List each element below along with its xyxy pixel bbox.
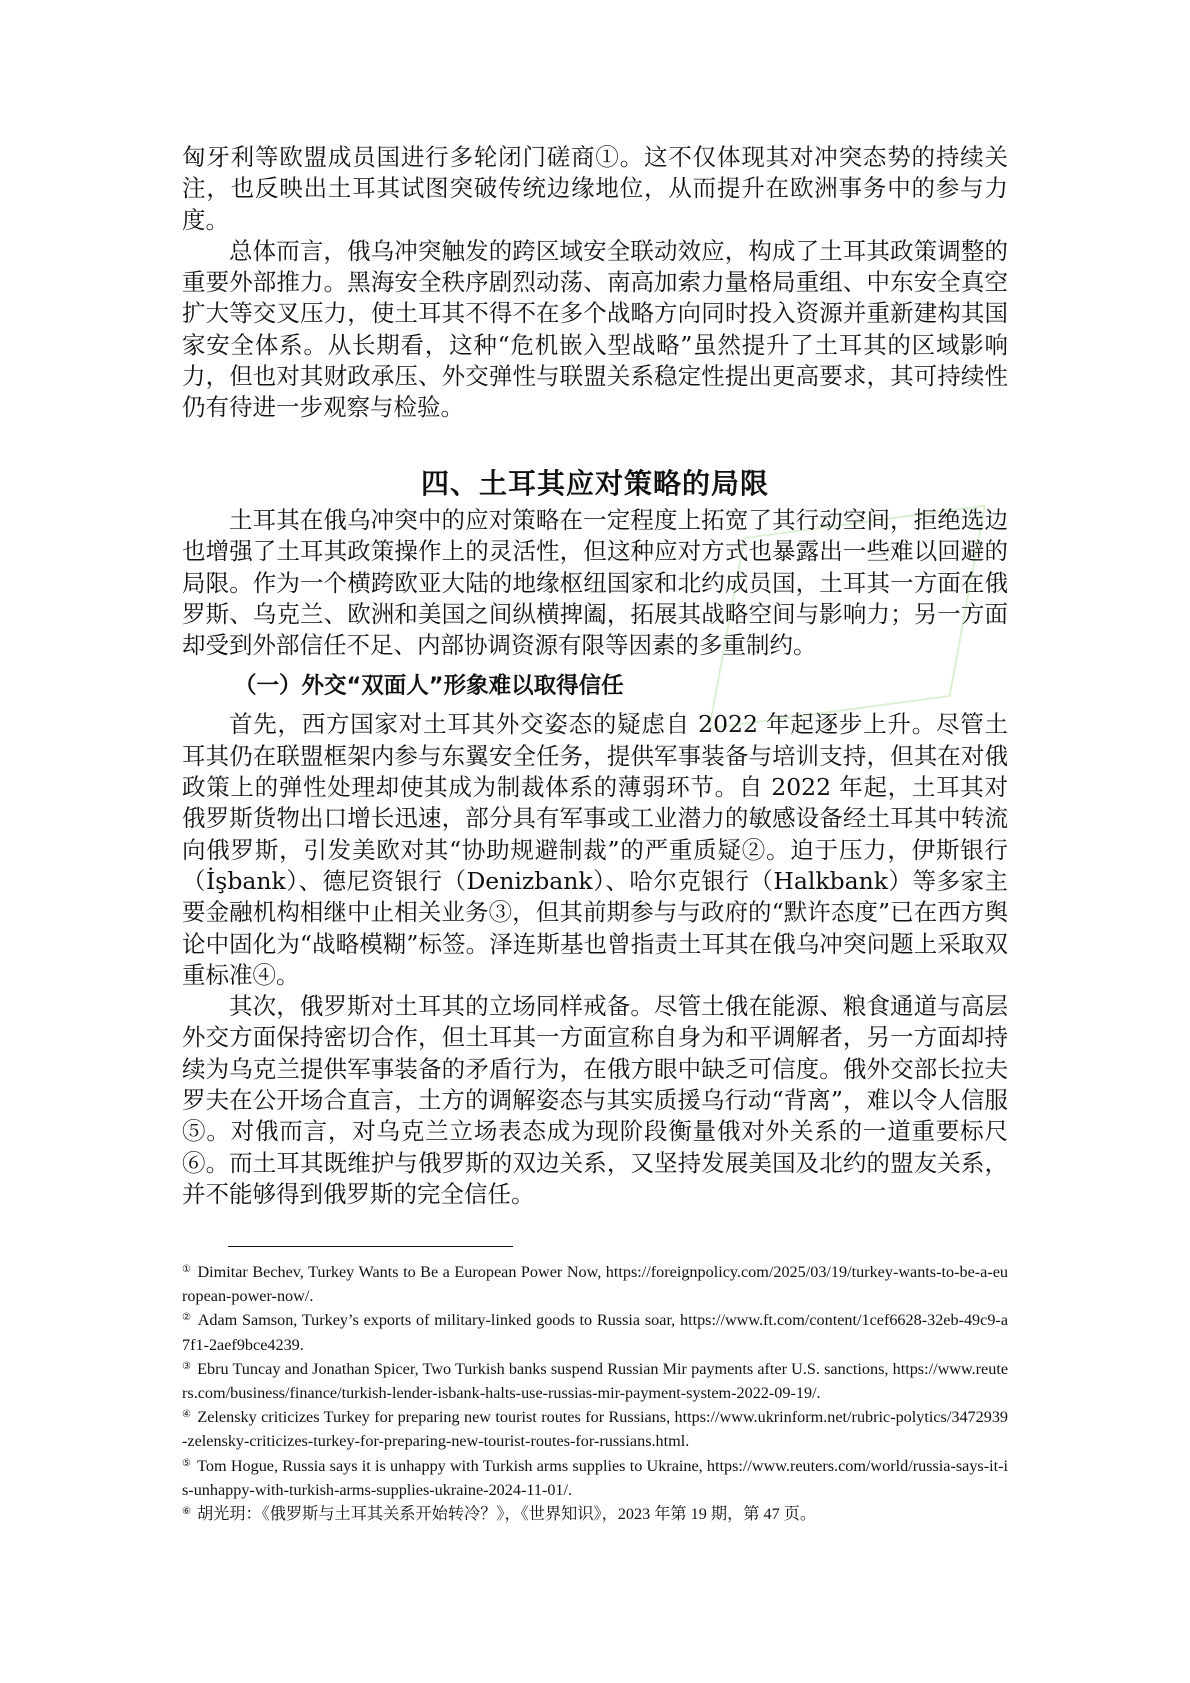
footnote-4: ④ Zelensky criticizes Turkey for preparing new tourist routes for Russians, https://www.ukrinform.net/rubric-polytics/3472939-zelensky-criticizes-turkey-for-preparing-new-tourist-routes-for-russians.html. [182, 1408, 1009, 1451]
section-title: 四、土耳其应对策略的局限 [420, 467, 769, 501]
footnote-separator [228, 1246, 513, 1247]
footnotes [182, 1260, 1008, 1526]
paragraph-west: 首先，西方国家对土耳其外交姿态的疑虑自 2022 年起逐步上升。尽管土耳其仍在联盟框架内参与东翼安全任务，提供军事装备与培训支持，但其在对俄政策上的弹性处理却使其成为制裁体系的薄弱环节。自 2022 年起，土耳其对俄罗斯货物出口增长迅速，部分具有军事或工业潜力的敏感设备经土耳其中转流向俄罗斯，引发美欧对其“协助规避制裁”的严重质疑②。迫于压力，伊斯银行（İşbank）、德尼资银行（Denizbank）、哈尔克银行（Halkbank）等多家主要金融机构相继中止相关业务③，但其前期参与与政府的“默许态度”已在西方舆论中固化为“战略模糊”标签。泽连斯基也曾指责土耳其在俄乌冲突问题上采取双重标准④。 [182, 710, 1008, 989]
paragraph-intro: 土耳其在俄乌冲突中的应对策略在一定程度上拓宽了其行动空间，拒绝选边也增强了土耳其政策操作上的灵活性，但这种应对方式也暴露出一些难以回避的局限。作为一个横跨欧亚大陆的地缘枢纽国家和北约成员国，土耳其一方面在俄罗斯、乌克兰、欧洲和美国之间纵横捭阖，拓展其战略空间与影响力；另一方面却受到外部信任不足、内部协调资源有限等因素的多重制约。 [182, 506, 1008, 660]
body-top [182, 142, 1008, 424]
footnote-6: ⑥ 胡光玥：《俄罗斯与土耳其关系开始转冷？》，《世界知识》，2023 年第 19 期，第 47 页。 [182, 1505, 817, 1524]
paragraph-russia: 其次，俄罗斯对土耳其的立场同样戒备。尽管土俄在能源、粮食通道与高层外交方面保持密切合作，但土耳其一方面宣称自身为和平调解者，另一方面却持续为乌克兰提供军事装备的矛盾行为，在俄方眼中缺乏可信度。俄外交部长拉夫罗夫在公开场合直言，土方的调解姿态与其实质援乌行动“背离”，难以令人信服⑤。对俄而言，对乌克兰立场表态成为现阶段衡量俄对外关系的一道重要标尺⑥。而土耳其既维护与俄罗斯的双边关系，又坚持发展美国及北约的盟友关系，并不能够得到俄罗斯的完全信任。 [182, 992, 1008, 1208]
paragraph-continuation: 匈牙利等欧盟成员国进行多轮闭门磋商①。这不仅体现其对冲突态势的持续关注，也反映出土耳其试图突破传统边缘地位，从而提升在欧洲事务中的参与力度。 [182, 143, 1008, 234]
paragraph-summary: 总体而言，俄乌冲突触发的跨区域安全联动效应，构成了土耳其政策调整的重要外部推力。黑海安全秩序剧烈动荡、南高加索力量格局重组、中东安全真空扩大等交叉压力，使土耳其不得不在多个战略方向同时投入资源并重新建构其国家安全体系。从长期看，这种“危机嵌入型战略”虽然提升了土耳其的区域影响力，但也对其财政承压、外交弹性与联盟关系稳定性提出更高要求，其可持续性仍有待进一步观察与检验。 [182, 236, 1008, 422]
body-section [182, 505, 1008, 1210]
footnote-2: ② Adam Samson, Turkey’s exports of military-linked goods to Russia soar, https://www.ft.com/content/1cef6628-32eb-49c9-a7f1-2aef9bce4239. [182, 1311, 1008, 1354]
footnote-1: ① Dimitar Bechev, Turkey Wants to Be a European Power Now, https://foreignpolicy.com/2025/03/19/turkey-wants-to-be-a-european-power-now/. [182, 1263, 1008, 1306]
subsection-title: （一）外交“双面人”形象难以取得信任 [234, 673, 624, 700]
footnote-3: ③ Ebru Tuncay and Jonathan Spicer, Two Turkish banks suspend Russian Mir payments after U.S. sanctions, https://www.reuters.com/business/finance/turkish-lender-isbank-halts-use-russias-mir-payment-system-2022-09-19/. [182, 1359, 1008, 1403]
footnote-5: ⑤ Tom Hogue, Russia says it is unhappy with Turkish arms supplies to Ukraine, https://www.reuters.com/world/russia-says-it-is-unhappy-with-turkish-arms-supplies-ukraine-2024-11-01/. [182, 1456, 1009, 1499]
